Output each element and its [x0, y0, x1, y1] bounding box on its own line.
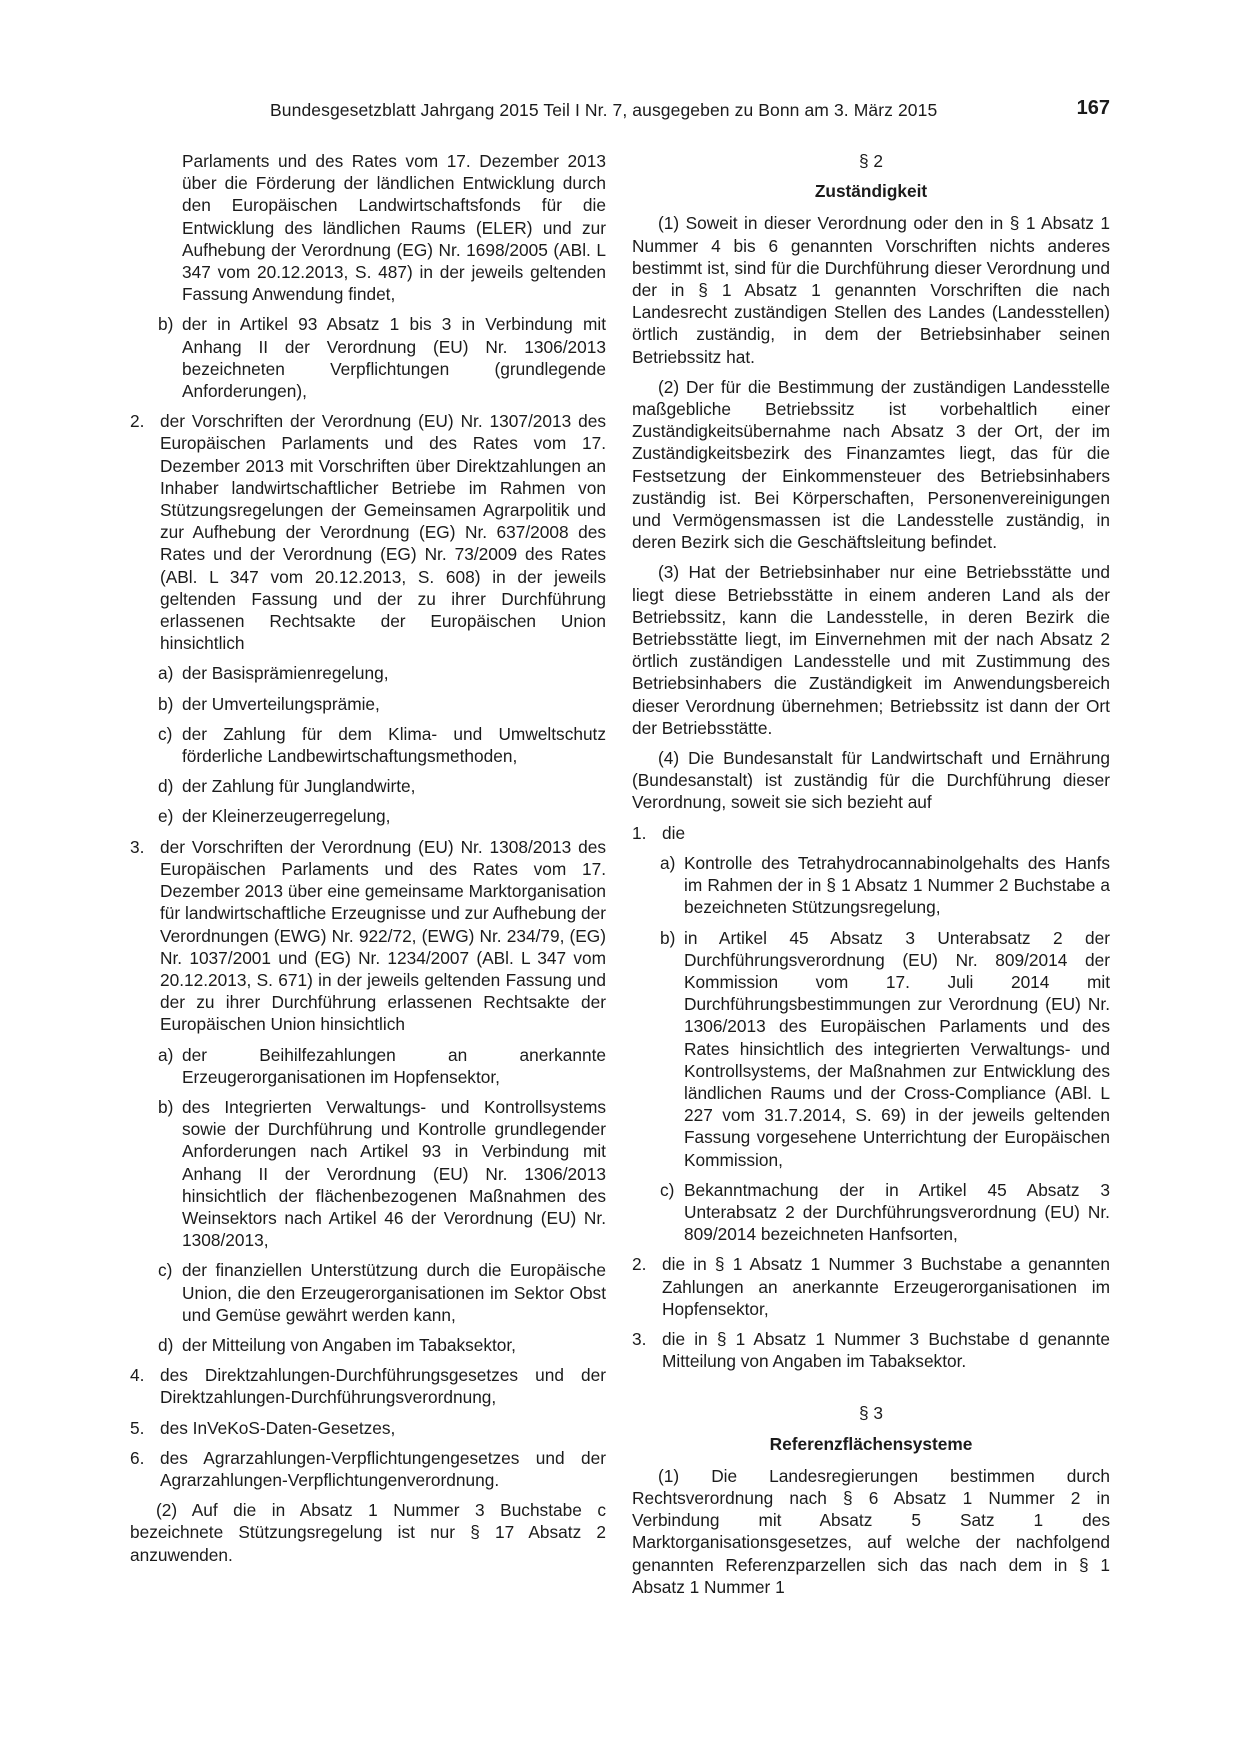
list-item — [130, 410, 606, 654]
list-marker: 4. — [130, 1365, 145, 1386]
section-number: § 3 — [858, 1403, 884, 1424]
list-marker: b) — [158, 693, 174, 714]
list-item-text: der in Artikel 93 Absatz 1 bis 3 in Verbindung mit Anhang II der Verordnung (EU) Nr. 1306/2013 bezeichneten Verpflichtungen (grundlegende Anforderungen), — [182, 314, 606, 402]
list-item — [130, 805, 606, 827]
list-item-text: der finanziellen Unterstützung durch die Europäische Union, die den Erzeugerorganisationen im Sektor Obst und Gemüse gewährt werden kann, — [182, 1260, 606, 1325]
list-marker: c) — [660, 1179, 675, 1200]
list-marker: b) — [158, 1096, 174, 1117]
list-item — [632, 852, 1110, 919]
list-item-text: der Zahlung für Junglandwirte, — [182, 776, 416, 797]
list-item — [130, 1447, 606, 1491]
list-marker: c) — [158, 723, 173, 744]
continued-text: Parlaments und des Rates vom 17. Dezember 2013 über die Förderung der ländlichen Entwicklung durch den Europäischen Landwirtschaftsfonds für die Entwicklung des ländlichen Raums (ELER) und zur Aufhebung der Verordnung (EG) Nr. 1698/2005 (ABl. L 347 vom 20.12.2013, S. 487) in der jeweils geltenden Fassung Anwendung findet, — [182, 151, 606, 305]
list-item — [130, 1259, 606, 1326]
list-marker: 2. — [632, 1254, 647, 1275]
list-marker: e) — [158, 806, 174, 827]
list-marker: d) — [158, 776, 174, 797]
paragraph: (1) Soweit in dieser Verordnung oder den in § 1 Absatz 1 Nummer 4 bis 6 genannten Vorschriften nichts anderes bestimmt ist, sind für die Durchführung dieser Verordnung und der in § 1 Absatz 1 genannten Vorschriften die nach Landesrecht zuständigen Stellen des Landes (Landesstellen) örtlich zuständig, in dem der Betriebsinhaber seinen Betriebssitz hat. — [632, 213, 1110, 367]
list-item-text: der Mitteilung von Angaben im Tabaksektor, — [182, 1334, 516, 1355]
list-marker: 3. — [632, 1328, 647, 1349]
list-item-text: Kontrolle des Tetrahydrocannabinolgehalts des Hanfs im Rahmen der in § 1 Absatz 1 Nummer 2 Buchstabe a bezeichneten Stützungsregelung, — [684, 852, 1110, 918]
gazette-title: Bundesgesetzblatt Jahrgang 2015 Teil I Nr. 7, ausgegeben zu Bonn am 3. März 2015 — [270, 100, 938, 120]
list-item-text: Bekanntmachung der in Artikel 45 Absatz 3 Unterabsatz 2 der Durchführungsverordnung (EU) Nr. 809/2014 bezeichneten Hanfsorten, — [684, 1179, 1110, 1245]
list-item-text: der Basisprämienregelung, — [182, 663, 389, 684]
list-item — [130, 1096, 606, 1251]
list-item-text: die in § 1 Absatz 1 Nummer 3 Buchstabe d genannte Mitteilung von Angaben im Tabaksektor. — [662, 1328, 1110, 1372]
list-item-text: der Umverteilungsprämie, — [182, 693, 380, 714]
section-title: Zuständigkeit — [814, 181, 928, 202]
section-number: § 2 — [858, 151, 884, 171]
paragraph: (3) Hat der Betriebsinhaber nur eine Betriebsstätte und liegt diese Betriebsstätte in einem anderen Land als der Betriebssitz, kann die Landesstelle, in deren Bezirk die Betriebsstätte liegt, im Einvernehmen mit der nach Absatz 2 örtlich zuständigen Landesstelle und mit Zustimmung des Betriebsinhabers die Zuständigkeit im Anwendungsbereich dieser Verordnung übernehmen; Betriebssitz ist dann der Ort der Betriebsstätte. — [632, 562, 1110, 738]
list-item-text: der Beihilfezahlungen an anerkannte Erzeugerorganisationen im Hopfensektor, — [182, 1044, 606, 1087]
list-item — [130, 723, 606, 767]
spacer — [632, 1380, 1110, 1402]
list-item-text: der Zahlung für dem Klima- und Umweltschutz förderliche Landbewirtschaftungsmethoden, — [182, 723, 606, 767]
list-item-text: des Integrierten Verwaltungs- und Kontrollsystems sowie der Durchführung und Kontrolle grundlegender Anforderungen nach Artikel 93 in Verbindung mit Anhang II der Verordnung (EU) Nr. 1306/2013 hinsichtlich der flächenbezogenen Maßnahmen des Weinsektors nach Artikel 46 der Verordnung (EU) Nr. 1308/2013, — [182, 1096, 606, 1251]
list-item — [130, 693, 606, 715]
list-item — [130, 1364, 606, 1408]
paragraph: (1) Die Landesregierungen bestimmen durch Rechtsverordnung nach § 6 Absatz 1 Nummer 2 in Verbindung mit Absatz 5 Satz 1 des Marktorganisationsgesetzes, auf welche der nachfolgend genannten Referenzparzellen sich das nach dem in § 1 Absatz 1 Nummer 1 — [632, 1465, 1110, 1597]
list-item — [130, 662, 606, 684]
list-marker: b) — [158, 314, 174, 335]
list-item — [130, 1417, 606, 1439]
list-item — [632, 822, 1110, 844]
list-item-text: der Kleinerzeugerregelung, — [182, 806, 391, 827]
page-number: 167 — [1076, 97, 1110, 119]
list-marker: 5. — [130, 1417, 145, 1438]
list-item — [130, 313, 606, 402]
list-marker: a) — [158, 663, 174, 684]
list-item — [130, 1334, 606, 1356]
list-item — [632, 1328, 1110, 1372]
list-item — [632, 927, 1110, 1171]
list-item-text: die — [662, 822, 686, 843]
list-item — [130, 775, 606, 797]
list-item — [130, 836, 606, 1036]
list-item-text: des Agrarzahlungen-Verpflichtungengesetzes und der Agrarzahlungen-Verpflichtungenverordnung. — [160, 1447, 606, 1490]
list-item-text: der Vorschriften der Verordnung (EU) Nr. 1307/2013 des Europäischen Parlaments und des Rates vom 17. Dezember 2013 mit Vorschriften über Direktzahlungen an Inhaber landwirtschaftlicher Betriebe im Rahmen von Stützungsregelungen der Gemeinsamen Agrarpolitik und zur Aufhebung der Verordnung (EG) Nr. 637/2008 des Rates und der Verordnung (EG) Nr. 73/2009 des Rates (ABl. L 347 vom 20.12.2013, S. 608) in der jeweils geltenden Fassung und der zu ihrer Durchführung erlassenen Rechtsakte der Europäischen Union hinsichtlich — [160, 411, 606, 654]
list-item-text: des Direktzahlungen-Durchführungsgesetzes und der Direktzahlungen-Durchführungsverordnung, — [160, 1365, 606, 1408]
list-marker: b) — [660, 927, 676, 948]
list-marker: 2. — [130, 411, 145, 432]
list-item — [632, 1179, 1110, 1246]
section-title: Referenzflächensysteme — [769, 1433, 973, 1454]
list-marker: 6. — [130, 1447, 145, 1468]
list-item-text: in Artikel 45 Absatz 3 Unterabsatz 2 der Durchführungsverordnung (EU) Nr. 809/2014 der Kommission vom 17. Juli 2014 mit Durchführungsbestimmungen zur Verordnung (EU) Nr. 1306/2013 des Europäischen Parlaments und des Rates hinsichtlich des integrierten Verwaltungs- und Kontrollsystems, der Maßnahmen zur Entwicklung des ländlichen Raums und der Cross-Compliance (ABl. L 227 vom 31.7.2014, S. 69) in der jeweils geltenden Fassung vorgesehene Unterrichtung der Europäischen Kommission, — [684, 927, 1110, 1170]
list-item-text: die in § 1 Absatz 1 Nummer 3 Buchstabe a genannten Zahlungen an anerkannte Erzeugerorganisationen im Hopfensektor, — [662, 1254, 1110, 1319]
left-column — [130, 150, 606, 1574]
list-marker: c) — [158, 1260, 173, 1281]
list-item-text: des InVeKoS-Daten-Gesetzes, — [160, 1417, 396, 1438]
list-marker: a) — [660, 852, 676, 873]
list-item — [130, 1044, 606, 1088]
list-item — [632, 1253, 1110, 1320]
list-marker: 1. — [632, 822, 647, 843]
list-marker: d) — [158, 1334, 174, 1355]
right-column — [632, 150, 1110, 1606]
paragraph: (2) Auf die in Absatz 1 Nummer 3 Buchstabe c bezeichnete Stützungsregelung ist nur § 17 Absatz 2 anzuwenden. — [130, 1500, 606, 1565]
list-marker: a) — [158, 1044, 174, 1065]
page-header — [130, 97, 1110, 128]
list-item-text: der Vorschriften der Verordnung (EU) Nr. 1308/2013 des Europäischen Parlaments und des Rates vom 17. Dezember 2013 über eine gemeinsame Marktorganisation für landwirtschaftliche Erzeugnisse und zur Aufhebung der Verordnungen (EWG) Nr. 922/72, (EWG) Nr. 234/79, (EG) Nr. 1037/2001 und (EG) Nr. 1234/2007 (ABl. L 347 vom 20.12.2013, S. 671) in der jeweils geltenden Fassung und der zu ihrer Durchführung erlassenen Rechtsakte der Europäischen Union hinsichtlich — [160, 836, 606, 1035]
list-marker: 3. — [130, 836, 145, 857]
paragraph: (4) Die Bundesanstalt für Landwirtschaft und Ernährung (Bundesanstalt) ist zuständig für die Durchführung dieser Verordnung, soweit sie sich bezieht auf — [632, 748, 1110, 813]
paragraph: (2) Der für die Bestimmung der zuständigen Landesstelle maßgebliche Betriebssitz ist vorbehaltlich einer Zuständigkeitsübernahme nach Absatz 3 der Ort, der im Zuständigkeitsbezirk des Finanzamtes liegt, das für die Festsetzung der Einkommensteuer des Betriebsinhabers zuständig ist. Bei Körperschaften, Personenvereinigungen und Vermögensmassen ist die Landesstelle zuständig, in deren Bezirk sich die Geschäftsleitung befindet. — [632, 376, 1110, 553]
